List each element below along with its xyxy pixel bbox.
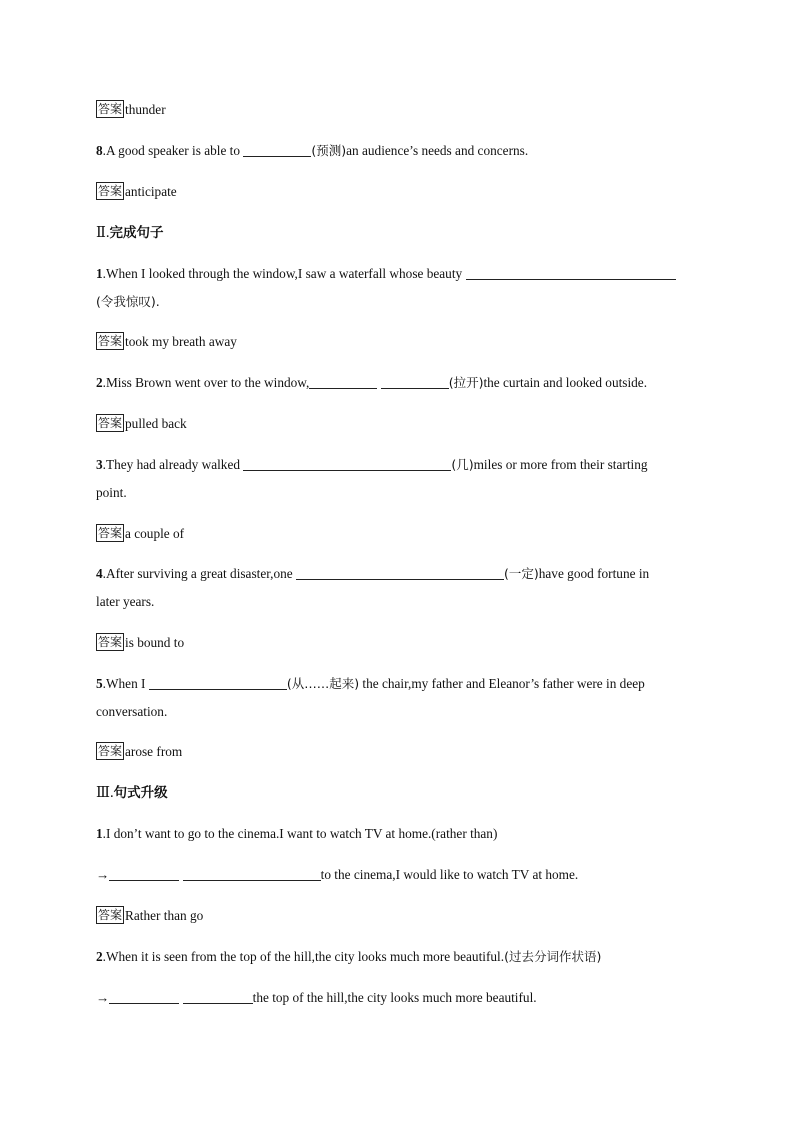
- question-4-continued: [96, 588, 706, 616]
- question-text: .After surviving a great disaster,one: [102, 566, 296, 581]
- answer-tag: 答案: [98, 635, 123, 649]
- question-4: [96, 560, 706, 588]
- answer-tag: 答案: [98, 744, 123, 758]
- question-text: the curtain and looked outside.: [483, 375, 648, 390]
- answer-tag: 答案: [98, 102, 123, 116]
- chinese-hint: (拉开): [448, 375, 484, 390]
- question-text: .When it is seen from the top of the hill,the city looks much more beautiful.: [102, 949, 505, 964]
- answer-text: thunder: [125, 102, 166, 117]
- fill-blank[interactable]: [243, 142, 311, 157]
- section-heading: [96, 779, 706, 807]
- question-8: [96, 137, 706, 165]
- answer-line: [96, 629, 706, 657]
- question-3-continued: [96, 479, 706, 507]
- section-roman: Ⅱ.: [96, 225, 110, 241]
- answer-tag: 答案: [98, 184, 123, 198]
- question-5-continued: [96, 698, 706, 726]
- question-text: .A good speaker is able to: [102, 143, 244, 158]
- answer-tag: 答案: [98, 416, 123, 430]
- question-number: 2: [96, 949, 103, 964]
- answer-line: [96, 902, 706, 930]
- fill-blank[interactable]: [183, 989, 253, 1004]
- chinese-hint: (令我惊叹).: [96, 294, 160, 309]
- fill-blank[interactable]: [109, 866, 179, 881]
- question-3: [96, 451, 706, 479]
- answer-text: a couple of: [125, 526, 185, 541]
- section-title: 完成句子: [109, 225, 164, 241]
- question-number: 1: [96, 826, 103, 841]
- section-roman: Ⅲ.: [96, 785, 114, 801]
- chinese-hint: (一定): [503, 566, 539, 581]
- question-number: 2: [96, 375, 103, 390]
- question-2: [96, 369, 706, 397]
- question-text: .Miss Brown went over to the window,: [102, 375, 310, 390]
- question-number: 1: [96, 266, 103, 281]
- answer-text: is bound to: [125, 635, 185, 650]
- chinese-hint: (过去分词作状语): [504, 949, 602, 964]
- answer-text: took my breath away: [125, 334, 237, 349]
- answer-line: [96, 178, 706, 206]
- question-text: .They had already walked: [102, 457, 244, 472]
- fill-blank[interactable]: [149, 675, 287, 690]
- answer-tag: 答案: [98, 526, 123, 540]
- question-number: 4: [96, 566, 103, 581]
- fill-blank[interactable]: [309, 374, 377, 389]
- section-heading: [96, 219, 706, 247]
- question-text: miles or more from their starting: [473, 457, 648, 472]
- question-text: conversation.: [96, 704, 168, 719]
- chinese-hint: (预测): [311, 143, 347, 158]
- answer-tag: 答案: [98, 334, 123, 348]
- question-text: later years.: [96, 594, 155, 609]
- question-number: 3: [96, 457, 103, 472]
- question-text: .I don’t want to go to the cinema.I want to watch TV at home.(rather than): [102, 826, 498, 841]
- answer-text: Rather than go: [125, 908, 204, 923]
- answer-line: [96, 520, 706, 548]
- rewrite-line: [96, 861, 706, 889]
- answer-line: [96, 410, 706, 438]
- section-title: 句式升级: [113, 785, 168, 801]
- answer-text: arose from: [125, 744, 183, 759]
- arrow-icon: →: [96, 990, 110, 1005]
- question-number: 5: [96, 676, 103, 691]
- rewrite-line: [96, 984, 706, 1012]
- fill-blank[interactable]: [381, 374, 449, 389]
- question-text: point.: [96, 485, 127, 500]
- answer-line: [96, 96, 706, 124]
- question-1: [96, 820, 706, 848]
- question-5: [96, 670, 706, 698]
- question-text: .When I looked through the window,I saw a waterfall whose beauty: [102, 266, 466, 281]
- answer-text: pulled back: [125, 416, 187, 431]
- answer-tag: 答案: [98, 908, 123, 922]
- question-text: have good fortune in: [538, 566, 650, 581]
- question-text: .When I: [102, 676, 149, 691]
- fill-blank[interactable]: [243, 456, 451, 471]
- answer-line: [96, 738, 706, 766]
- answer-line: [96, 328, 706, 356]
- fill-blank[interactable]: [296, 565, 504, 580]
- fill-blank[interactable]: [109, 989, 179, 1004]
- answer-text: anticipate: [125, 184, 177, 199]
- rewrite-text: to the cinema,I would like to watch TV at home.: [320, 867, 579, 882]
- chinese-hint: (几): [451, 457, 474, 472]
- fill-blank[interactable]: [466, 265, 676, 280]
- rewrite-text: the top of the hill,the city looks much more beautiful.: [252, 990, 537, 1005]
- question-text: an audience’s needs and concerns.: [346, 143, 529, 158]
- chinese-hint: (从……起来): [286, 676, 360, 691]
- fill-blank[interactable]: [183, 866, 321, 881]
- question-1-continued: [96, 288, 706, 316]
- arrow-icon: →: [96, 867, 110, 882]
- question-1: [96, 260, 706, 288]
- question-number: 8: [96, 143, 103, 158]
- question-text: the chair,my father and Eleanor’s father were in deep: [359, 676, 645, 691]
- question-2: [96, 943, 706, 971]
